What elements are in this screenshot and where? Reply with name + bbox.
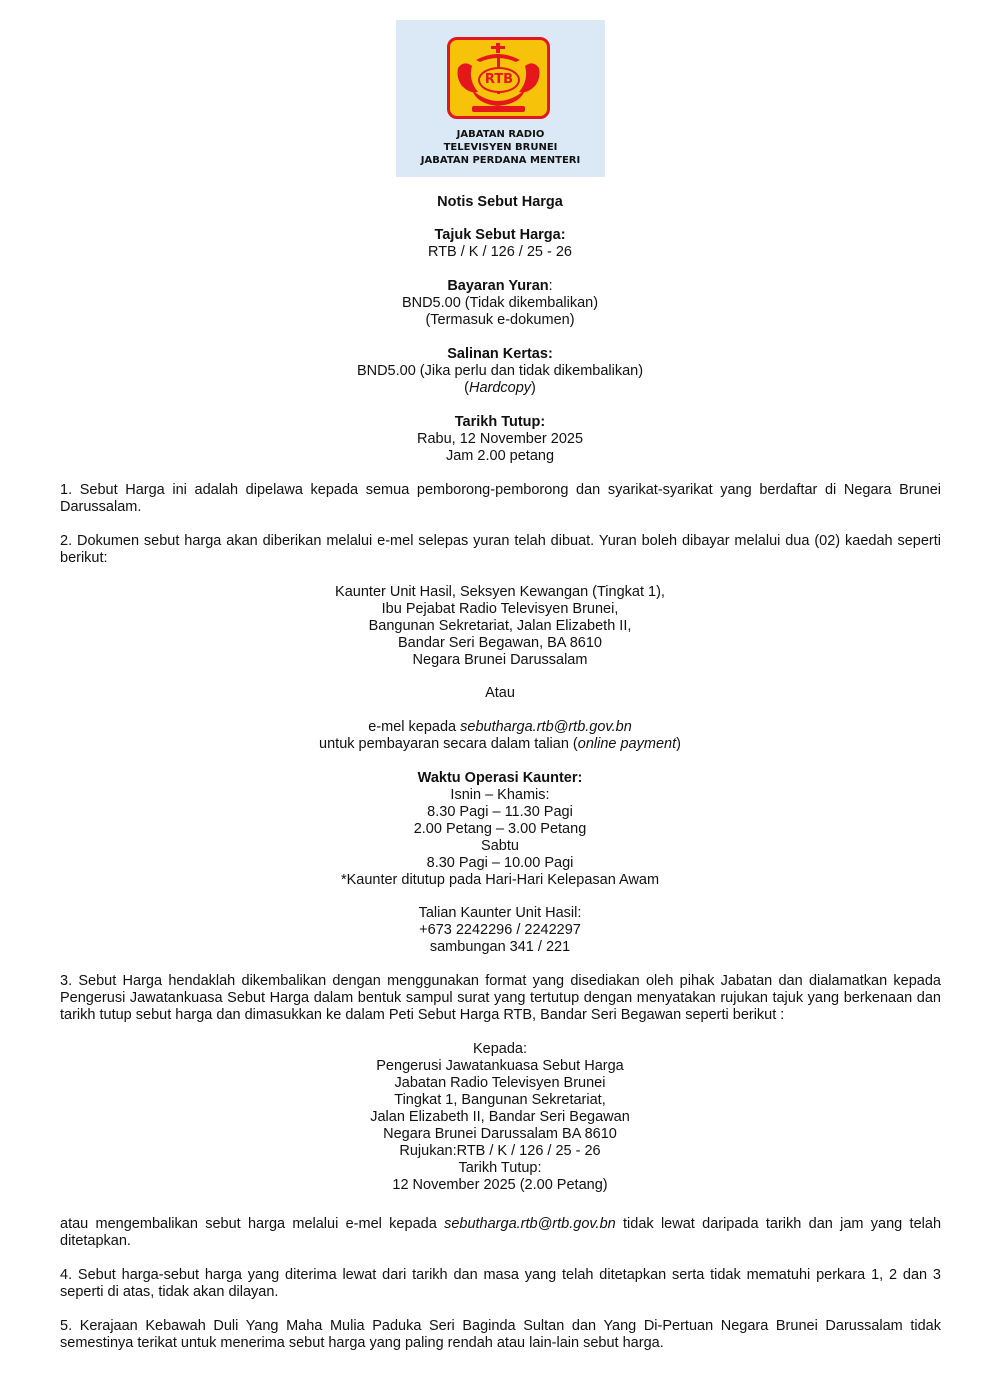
- tender-reference: RTB / K / 126 / 25 - 26: [427, 244, 572, 260]
- return-email-link[interactable]: sebutharga.rtb@rtb.gov.bn: [444, 1216, 616, 1232]
- hardcopy-note: (Hardcopy): [464, 380, 536, 396]
- fee-value: BND5.00 (Tidak dikembalikan): [401, 295, 599, 311]
- tender-title-block: [0, 227, 1000, 261]
- phone-number: +673 2242296 / 2242297: [419, 922, 581, 938]
- logo-line-2: TELEVISYEN BRUNEI: [443, 142, 558, 153]
- fee-note: (Termasuk e-dokumen): [425, 312, 575, 328]
- email-line: e-mel kepada sebutharga.rtb@rtb.gov.bn: [368, 719, 632, 735]
- online-payment-line: untuk pembayaran secara dalam talian (online payment): [319, 736, 681, 752]
- closing-heading: Tarikh Tutup:: [454, 414, 546, 430]
- closing-date: Rabu, 12 November 2025: [416, 431, 584, 447]
- counter-hours: Waktu Operasi Kaunter: Isnin – Khamis: 8.30 Pagi – 11.30 Pagi 2.00 Petang – 3.00 Petang Sabtu 8.30 Pagi – 10.00 Pagi *Kaunter ditutup pada Hari-Hari Kelepasan Awam: [340, 770, 660, 888]
- notice-title: Notis Sebut Harga: [437, 194, 563, 210]
- paragraph-5: 5. Kerajaan Kebawah Duli Yang Maha Mulia Paduka Seri Baginda Sultan dan Yang Di-Pertuan Negara Brunei Darussalam tidak semestinya terikat untuk menerima sebut harga yang paling rendah atau lain-lain sebut harga.: [60, 1318, 941, 1351]
- logo-line-1: JABATAN RADIO: [456, 129, 545, 140]
- hardcopy-block: [0, 346, 1000, 397]
- paragraph-3-email: atau mengembalikan sebut harga melalui e-mel kepada sebutharga.rtb@rtb.gov.bn tidak lewat daripada tarikh dan jam yang telah ditetapkan.: [60, 1216, 942, 1249]
- logo-caption: [396, 128, 605, 167]
- paragraph-3: 3. Sebut Harga hendaklah dikembalikan dengan menggunakan format yang disediakan oleh pihak Jabatan dan dialamatkan kepada Pengerusi Jawatankuasa Sebut Harga dalam bentuk sampul surat yang tertutup dengan menyatakan rujukan tajuk yang berkenaan dan tarikh tutup sebut harga dan dimasukkan ke dalam Peti Sebut Harga RTB, Bandar Seri Begawan seperti berikut :: [60, 973, 941, 1023]
- paragraph-2: 2. Dokumen sebut harga akan diberikan melalui e-mel selepas yuran telah dibuat. Yuran boleh dibayar melalui dua (02) kaedah seperti berikut:: [60, 533, 941, 566]
- email-payment-block: [0, 719, 1000, 753]
- phone-extension: sambungan 341 / 221: [429, 939, 571, 955]
- rtb-emblem: [447, 37, 550, 119]
- tender-heading: Tajuk Sebut Harga:: [434, 227, 566, 243]
- or-text: Atau: [485, 685, 515, 701]
- fee-block: Bayaran Yuran: BND5.00 (Tidak dikembalikan) (Termasuk e-dokumen): [0, 278, 1000, 329]
- counter-phone: [0, 905, 1000, 956]
- hours-heading: Waktu Operasi Kaunter:: [417, 770, 583, 786]
- paragraph-1: 1. Sebut Harga ini adalah dipelawa kepada semua pemborong-pemborong dan syarikat-syarikat yang berdaftar di Negara Brunei Darussalam.: [60, 482, 941, 515]
- return-address: Kepada: Pengerusi Jawatankuasa Sebut Harga Jabatan Radio Televisyen Brunei Tingkat 1, Bangunan Sekretariat, Jalan Elizabeth II, Bandar Seri Begawan Negara Brunei Darussalam BA 8610 Rujukan:RTB / K / 126 / 25 - 26 Tarikh Tutup: 12 November 2025 (2.00 Petang): [370, 1041, 630, 1193]
- hardcopy-value: BND5.00 (Jika perlu dan tidak dikembalikan): [356, 363, 644, 379]
- phone-heading: Talian Kaunter Unit Hasil:: [418, 905, 582, 921]
- email-link[interactable]: sebutharga.rtb@rtb.gov.bn: [460, 719, 632, 735]
- rtb-emblem-text: RTB: [478, 67, 520, 93]
- closing-block: [0, 414, 1000, 465]
- closing-time: Jam 2.00 petang: [445, 448, 555, 464]
- rtb-logo: [396, 20, 605, 177]
- fee-heading: Bayaran Yuran: [447, 278, 549, 294]
- paragraph-4: 4. Sebut harga-sebut harga yang diterima lewat dari tarikh dan masa yang telah ditetapkan serta tidak mematuhi perkara 1, 2 dan 3 seperti di atas, tidak akan dilayan.: [60, 1267, 941, 1300]
- counter-address: Kaunter Unit Hasil, Seksyen Kewangan (Tingkat 1), Ibu Pejabat Radio Televisyen Brunei, Bangunan Sekretariat, Jalan Elizabeth II, Bandar Seri Begawan, BA 8610 Negara Brunei Darussalam: [335, 584, 665, 668]
- logo-line-3: JABATAN PERDANA MENTERI: [420, 155, 581, 166]
- hardcopy-heading: Salinan Kertas:: [447, 346, 553, 362]
